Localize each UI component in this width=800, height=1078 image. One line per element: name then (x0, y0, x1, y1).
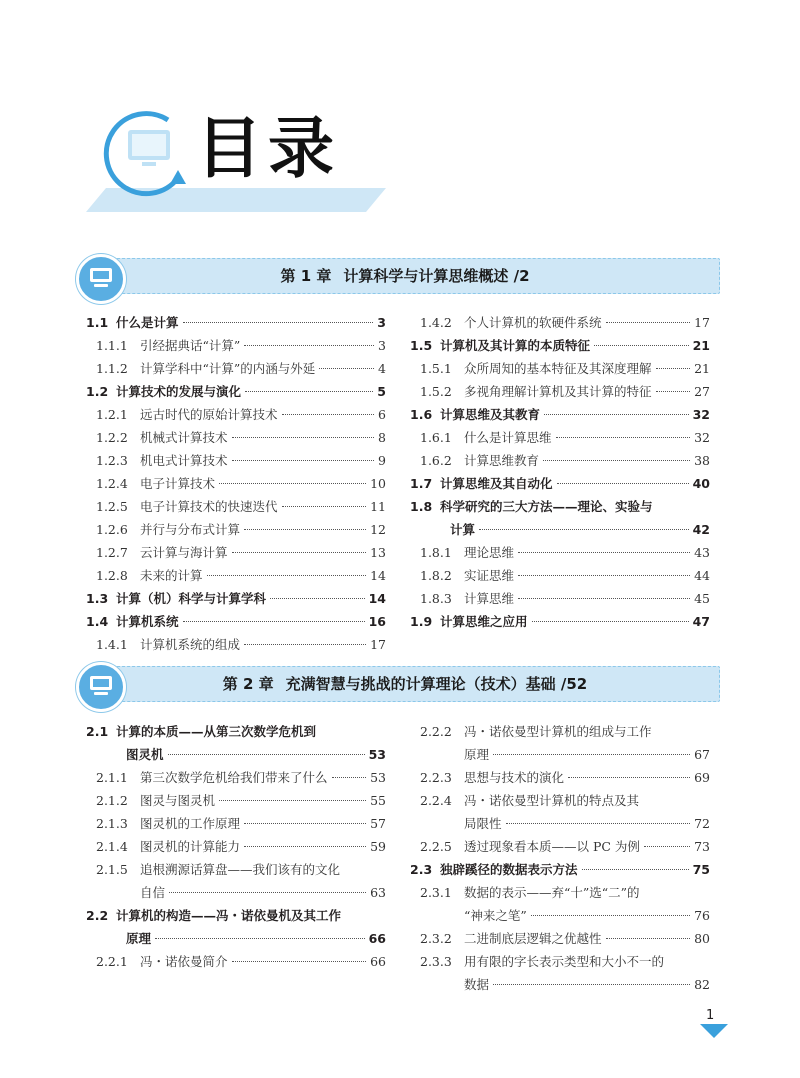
toc-entry-title: 众所周知的基本特征及其深度理解 (464, 361, 652, 376)
toc-entry-title-continued: 自信 (140, 885, 166, 900)
toc-entry-line (410, 858, 710, 881)
toc-entry-title: 引经据典话“计算” (140, 338, 241, 353)
toc-entry[interactable] (86, 587, 386, 610)
leader-dots (282, 414, 375, 415)
toc-entry-line (410, 311, 710, 334)
toc-entry-number: 1.2 (86, 384, 109, 399)
toc-entry-page: 38 (694, 453, 710, 468)
toc-entry-page: 80 (694, 931, 710, 946)
leader-dots (606, 322, 691, 323)
toc-entry-title-continued: “神来之笔” (464, 908, 527, 923)
toc-entry-line (86, 564, 386, 587)
toc-entry-line (86, 472, 386, 495)
toc-entry[interactable] (410, 881, 710, 927)
toc-entry-page: 12 (370, 522, 386, 537)
toc-entry-number: 2.2.3 (420, 770, 452, 785)
toc-entry-line (86, 357, 386, 380)
toc-entry[interactable] (410, 449, 710, 472)
toc-entry-title-continued: 计算 (450, 522, 476, 537)
toc-entry-number: 2.3.1 (420, 885, 452, 900)
toc-entry-number: 2.2.2 (420, 724, 452, 739)
toc-entry-title: 第三次数学危机给我们带来了什么 (140, 770, 328, 785)
toc-entry-number: 2.3.2 (420, 931, 452, 946)
toc-entry-title: 计算思维及其自动化 (440, 476, 553, 491)
toc-entry[interactable] (410, 610, 710, 633)
leader-dots (606, 938, 691, 939)
toc-entry[interactable] (86, 564, 386, 587)
toc-entry-number: 1.8.1 (420, 545, 452, 560)
leader-dots (219, 483, 366, 484)
leader-dots (183, 621, 365, 622)
chapter-title: 充满智慧与挑战的计算理论（技术）基础 /52 (285, 675, 588, 693)
toc-entry-title: 电子计算技术 (140, 476, 216, 491)
toc-entry-title-continued: 原理 (126, 931, 152, 946)
toc-entry-page: 44 (694, 568, 710, 583)
toc-entry[interactable] (86, 610, 386, 633)
toc-entry-number: 2.1.5 (96, 862, 128, 877)
toc-entry-title: 计算机及其计算的本质特征 (440, 338, 591, 353)
toc-entry-number: 1.2.3 (96, 453, 128, 468)
toc-entry-page: 67 (694, 747, 710, 762)
toc-entry-number: 1.2.4 (96, 476, 128, 491)
toc-entry[interactable] (86, 426, 386, 449)
toc-entry-title: 什么是计算 (116, 315, 179, 330)
toc-entry[interactable] (410, 357, 710, 380)
toc-entry-line (86, 495, 386, 518)
toc-entry-number: 1.1.2 (96, 361, 128, 376)
toc-entry[interactable] (86, 403, 386, 426)
toc-entry[interactable] (86, 541, 386, 564)
toc-entry-line (86, 720, 386, 743)
leader-dots (232, 460, 375, 461)
toc-entry[interactable] (86, 449, 386, 472)
leader-dots (644, 846, 690, 847)
toc-entry-page: 3 (377, 315, 386, 330)
toc-entry-page: 55 (370, 793, 386, 808)
toc-entry-line (86, 858, 386, 881)
toc-entry[interactable] (410, 927, 710, 950)
toc-entry-number: 1.4.2 (420, 315, 452, 330)
toc-entry-number: 1.5.1 (420, 361, 452, 376)
toc-entry[interactable] (410, 334, 710, 357)
toc-entry[interactable] (410, 541, 710, 564)
toc-entry-title: 冯・诺依曼型计算机的组成与工作 (464, 724, 652, 739)
toc-entry-title: 冯・诺依曼型计算机的特点及其 (464, 793, 640, 808)
toc-entry-line (86, 334, 386, 357)
toc-entry-line (410, 812, 710, 835)
toc-entry-title: 计算思维之应用 (440, 614, 528, 629)
toc-entry-title: 独辟蹊径的数据表示方法 (440, 862, 578, 877)
toc-entry[interactable] (410, 472, 710, 495)
toc-entry-page: 72 (694, 816, 710, 831)
toc-entry-line (410, 587, 710, 610)
toc-entry-number: 2.2 (86, 908, 109, 923)
toc-entry-line (86, 587, 386, 610)
toc-entry-page: 3 (378, 338, 386, 353)
toc-entry-line (86, 610, 386, 633)
toc-entry-page: 32 (692, 407, 710, 422)
toc-entry-line (410, 881, 710, 904)
toc-entry-page: 40 (692, 476, 710, 491)
toc-entry[interactable] (410, 720, 710, 766)
toc-entry[interactable] (410, 766, 710, 789)
page-number: 1 (706, 1008, 715, 1023)
leader-dots (594, 345, 689, 346)
toc-entry-number: 1.6 (410, 407, 433, 422)
leader-dots (493, 984, 690, 985)
toc-entry-title-continued: 图灵机 (126, 747, 164, 762)
toc-entry-line (86, 904, 386, 927)
leader-dots (207, 575, 367, 576)
toc-entry-number: 1.5.2 (420, 384, 452, 399)
toc-entry-title: 未来的计算 (140, 568, 203, 583)
toc-entry-title-continued: 局限性 (464, 816, 502, 831)
toc-entry-page: 17 (370, 637, 386, 652)
leader-dots (568, 777, 690, 778)
toc-entry[interactable] (86, 720, 386, 766)
toc-entry[interactable] (86, 789, 386, 812)
leader-dots (244, 345, 374, 346)
toc-entry-title: 用有限的字长表示类型和大小不一的 (464, 954, 665, 969)
toc-entry-title: 图灵机的计算能力 (140, 839, 241, 854)
toc-entry-line (410, 380, 710, 403)
toc-entry-page: 8 (378, 430, 386, 445)
toc-entry[interactable] (86, 835, 386, 858)
toc-entry-page: 21 (692, 338, 710, 353)
toc-entry-line (410, 472, 710, 495)
toc-entry[interactable] (410, 426, 710, 449)
toc-entry[interactable] (410, 380, 710, 403)
toc-entry-line (86, 541, 386, 564)
toc-entry-line (410, 357, 710, 380)
toc-entry[interactable] (86, 904, 386, 950)
toc-entry-page: 63 (370, 885, 386, 900)
toc-entry-title: 二进制底层逻辑之优越性 (464, 931, 602, 946)
toc-entry[interactable] (86, 858, 386, 904)
leader-dots (532, 621, 689, 622)
leader-dots (155, 938, 365, 939)
toc-entry-title: 什么是计算思维 (464, 430, 552, 445)
toc-entry-title-continued: 原理 (464, 747, 490, 762)
toc-entry-page: 57 (370, 816, 386, 831)
toc-entry[interactable] (410, 564, 710, 587)
toc-entry-page: 4 (378, 361, 386, 376)
page-marker-icon (700, 1024, 728, 1038)
toc-entry-line (86, 950, 386, 973)
toc-entry-title: 追根溯源话算盘——我们该有的文化 (140, 862, 341, 877)
leader-dots (169, 892, 366, 893)
toc-entry-line (86, 380, 386, 403)
toc-entry[interactable] (86, 766, 386, 789)
chapter-label: 第 1 章 (280, 267, 332, 285)
toc-entry[interactable] (410, 587, 710, 610)
toc-entry[interactable] (410, 858, 710, 881)
toc-entry-number: 1.9 (410, 614, 433, 629)
page-title: 目录 (196, 110, 340, 187)
toc-entry-number: 2.1 (86, 724, 109, 739)
toc-entry-title: 机械式计算技术 (140, 430, 228, 445)
toc-entry-line (86, 518, 386, 541)
leader-dots (232, 437, 375, 438)
toc-entry-line (410, 334, 710, 357)
toc-column-right (410, 720, 710, 996)
leader-dots (656, 368, 691, 369)
toc-entry-line (86, 633, 386, 656)
leader-dots (557, 483, 689, 484)
toc-entry-page: 53 (368, 747, 386, 762)
toc-entry-line (410, 950, 710, 973)
toc-entry-title: 并行与分布式计算 (140, 522, 241, 537)
toc-entry[interactable] (86, 495, 386, 518)
toc-entry-title: 计算思维及其教育 (440, 407, 541, 422)
toc-entry-line (410, 835, 710, 858)
toc-entry-page: 59 (370, 839, 386, 854)
toc-entry-line (410, 973, 710, 996)
toc-entry-number: 1.2.7 (96, 545, 128, 560)
toc-entry-page: 66 (368, 931, 386, 946)
toc-entry-page: 6 (378, 407, 386, 422)
toc-entry-page: 21 (694, 361, 710, 376)
toc-entry-number: 2.3.3 (420, 954, 452, 969)
toc-entry-number: 1.1.1 (96, 338, 128, 353)
leader-dots (518, 575, 690, 576)
toc-entry-page: 66 (370, 954, 386, 969)
toc-entry-line (410, 541, 710, 564)
leader-dots (282, 506, 367, 507)
toc-entry-page: 10 (370, 476, 386, 491)
toc-entry-number: 1.4.1 (96, 637, 128, 652)
leader-dots (332, 777, 367, 778)
toc-entry-page: 16 (368, 614, 386, 629)
toc-entry-title: 机电式计算技术 (140, 453, 228, 468)
toc-entry-title: 计算思维教育 (464, 453, 540, 468)
toc-entry-page: 13 (370, 545, 386, 560)
toc-entry-title: 计算（机）科学与计算学科 (116, 591, 267, 606)
toc-entry-title: 云计算与海计算 (140, 545, 228, 560)
toc-entry-number: 1.8.3 (420, 591, 452, 606)
toc-entry-page: 5 (377, 384, 386, 399)
toc-column-right (410, 311, 710, 633)
toc-entry-line (86, 426, 386, 449)
toc-entry-number: 1.5 (410, 338, 433, 353)
toc-entry-line (410, 743, 710, 766)
toc-entry-number: 2.2.4 (420, 793, 452, 808)
toc-entry-line (410, 766, 710, 789)
toc-entry-page: 45 (694, 591, 710, 606)
leader-dots (219, 800, 366, 801)
toc-entry-number: 2.3 (410, 862, 433, 877)
toc-entry-number: 1.2.5 (96, 499, 128, 514)
computer-logo-icon (98, 100, 188, 200)
leader-dots (544, 414, 689, 415)
leader-dots (518, 552, 690, 553)
leader-dots (232, 552, 367, 553)
toc-entry-title: 透过现象看本质——以 PC 为例 (464, 839, 640, 854)
toc-entry-line (86, 403, 386, 426)
toc-entry-number: 1.3 (86, 591, 109, 606)
toc-entry[interactable] (86, 380, 386, 403)
toc-entry-title: 图灵与图灵机 (140, 793, 216, 808)
toc-entry-title: 计算机系统的组成 (140, 637, 241, 652)
toc-column-left (86, 311, 386, 656)
leader-dots (656, 391, 691, 392)
toc-entry-page: 43 (694, 545, 710, 560)
toc-entry[interactable] (410, 789, 710, 835)
toc-entry-title: 数据的表示——弃“十”选“二”的 (464, 885, 640, 900)
toc-entry-number: 2.1.1 (96, 770, 128, 785)
toc-entry-line (86, 881, 386, 904)
toc-entry-line (410, 720, 710, 743)
toc-entry-number: 1.2.8 (96, 568, 128, 583)
toc-entry-title: 实证思维 (464, 568, 515, 583)
toc-entry-line (86, 812, 386, 835)
toc-entry-page: 69 (694, 770, 710, 785)
toc-entry[interactable] (86, 311, 386, 334)
toc-entry-number: 1.4 (86, 614, 109, 629)
toc-entry[interactable] (86, 518, 386, 541)
toc-entry[interactable] (410, 950, 710, 996)
leader-dots (244, 823, 366, 824)
toc-entry-page: 11 (370, 499, 386, 514)
toc-entry-page: 27 (694, 384, 710, 399)
leader-dots (582, 869, 689, 870)
chapter-1-header (76, 258, 720, 294)
leader-dots (244, 644, 366, 645)
toc-entry[interactable] (410, 311, 710, 334)
toc-entry-line (86, 835, 386, 858)
toc-entry-page: 73 (694, 839, 710, 854)
leader-dots (244, 529, 366, 530)
toc-entry-number: 1.2.6 (96, 522, 128, 537)
toc-entry-page: 76 (694, 908, 710, 923)
toc-entry-line (410, 610, 710, 633)
toc-entry-page: 14 (370, 568, 386, 583)
toc-entry-title: 计算机的构造——冯・诺依曼机及其工作 (116, 908, 342, 923)
toc-entry-title: 计算思维 (464, 591, 515, 606)
leader-dots (168, 754, 365, 755)
toc-entry-page: 9 (378, 453, 386, 468)
leader-dots (270, 598, 365, 599)
toc-entry-line (410, 426, 710, 449)
toc-entry-number: 1.1 (86, 315, 109, 330)
toc-entry-page: 47 (692, 614, 710, 629)
toc-entry-title: 多视角理解计算机及其计算的特征 (464, 384, 652, 399)
leader-dots (232, 961, 367, 962)
toc-entry-title-continued: 数据 (464, 977, 490, 992)
toc-column-left (86, 720, 386, 973)
toc-entry-number: 1.7 (410, 476, 433, 491)
toc-entry-page: 32 (694, 430, 710, 445)
toc-entry-number: 2.2.1 (96, 954, 128, 969)
toc-entry-line (410, 904, 710, 927)
toc-entry-line (86, 743, 386, 766)
chapter-title: 计算科学与计算思维概述 /2 (343, 267, 530, 285)
toc-entry[interactable] (410, 835, 710, 858)
toc-entry-line (86, 789, 386, 812)
toc-entry-title: 科学研究的三大方法——理论、实验与 (440, 499, 653, 514)
toc-entry-number: 2.1.3 (96, 816, 128, 831)
toc-entry[interactable] (86, 357, 386, 380)
toc-entry-title: 计算学科中“计算”的内涵与外延 (140, 361, 316, 376)
toc-entry[interactable] (410, 495, 710, 541)
toc-entry-page: 75 (692, 862, 710, 877)
toc-entry[interactable] (86, 812, 386, 835)
leader-dots (493, 754, 690, 755)
toc-entry-title: 计算的本质——从第三次数学危机到 (116, 724, 317, 739)
toc-entry-page: 82 (694, 977, 710, 992)
toc-entry-title: 电子计算技术的快速迭代 (140, 499, 278, 514)
leader-dots (479, 529, 689, 530)
leader-dots (556, 437, 691, 438)
leader-dots (531, 915, 690, 916)
toc-entry-title: 理论思维 (464, 545, 515, 560)
toc-entry-line (86, 927, 386, 950)
chapter-label: 第 2 章 (222, 675, 274, 693)
leader-dots (319, 368, 374, 369)
toc-entry-number: 1.6.2 (420, 453, 452, 468)
toc-entry-number: 1.6.1 (420, 430, 452, 445)
toc-entry-title: 思想与技术的演化 (464, 770, 565, 785)
leader-dots (244, 846, 366, 847)
toc-entry-title: 图灵机的工作原理 (140, 816, 241, 831)
leader-dots (245, 391, 373, 392)
leader-dots (543, 460, 690, 461)
toc-entry-number: 1.8 (410, 499, 433, 514)
toc-entry-title: 远古时代的原始计算技术 (140, 407, 278, 422)
leader-dots (183, 322, 374, 323)
leader-dots (506, 823, 691, 824)
toc-entry-line (410, 789, 710, 812)
toc-entry-page: 53 (370, 770, 386, 785)
toc-entry-line (86, 766, 386, 789)
toc-entry-page: 17 (694, 315, 710, 330)
toc-entry[interactable] (86, 950, 386, 973)
toc-entry-line (410, 449, 710, 472)
toc-entry[interactable] (86, 334, 386, 357)
toc-entry-line (86, 311, 386, 334)
toc-entry[interactable] (86, 472, 386, 495)
toc-entry-line (86, 449, 386, 472)
toc-entry-line (410, 495, 710, 518)
toc-entry-line (410, 403, 710, 426)
toc-entry-page: 42 (692, 522, 710, 537)
toc-entry-number: 2.1.4 (96, 839, 128, 854)
toc-entry-number: 2.1.2 (96, 793, 128, 808)
toc-entry-page: 14 (368, 591, 386, 606)
toc-entry-number: 1.8.2 (420, 568, 452, 583)
toc-entry-title: 个人计算机的软硬件系统 (464, 315, 602, 330)
toc-entry[interactable] (86, 633, 386, 656)
toc-entry-line (410, 518, 710, 541)
toc-entry[interactable] (410, 403, 710, 426)
toc-entry-line (410, 564, 710, 587)
toc-entry-number: 1.2.1 (96, 407, 128, 422)
toc-entry-number: 2.2.5 (420, 839, 452, 854)
toc-entry-number: 1.2.2 (96, 430, 128, 445)
toc-entry-title: 冯・诺依曼简介 (140, 954, 228, 969)
toc-entry-title: 计算技术的发展与演化 (116, 384, 242, 399)
chapter-2-header (76, 666, 720, 702)
toc-entry-line (410, 927, 710, 950)
toc-entry-title: 计算机系统 (116, 614, 179, 629)
leader-dots (518, 598, 690, 599)
